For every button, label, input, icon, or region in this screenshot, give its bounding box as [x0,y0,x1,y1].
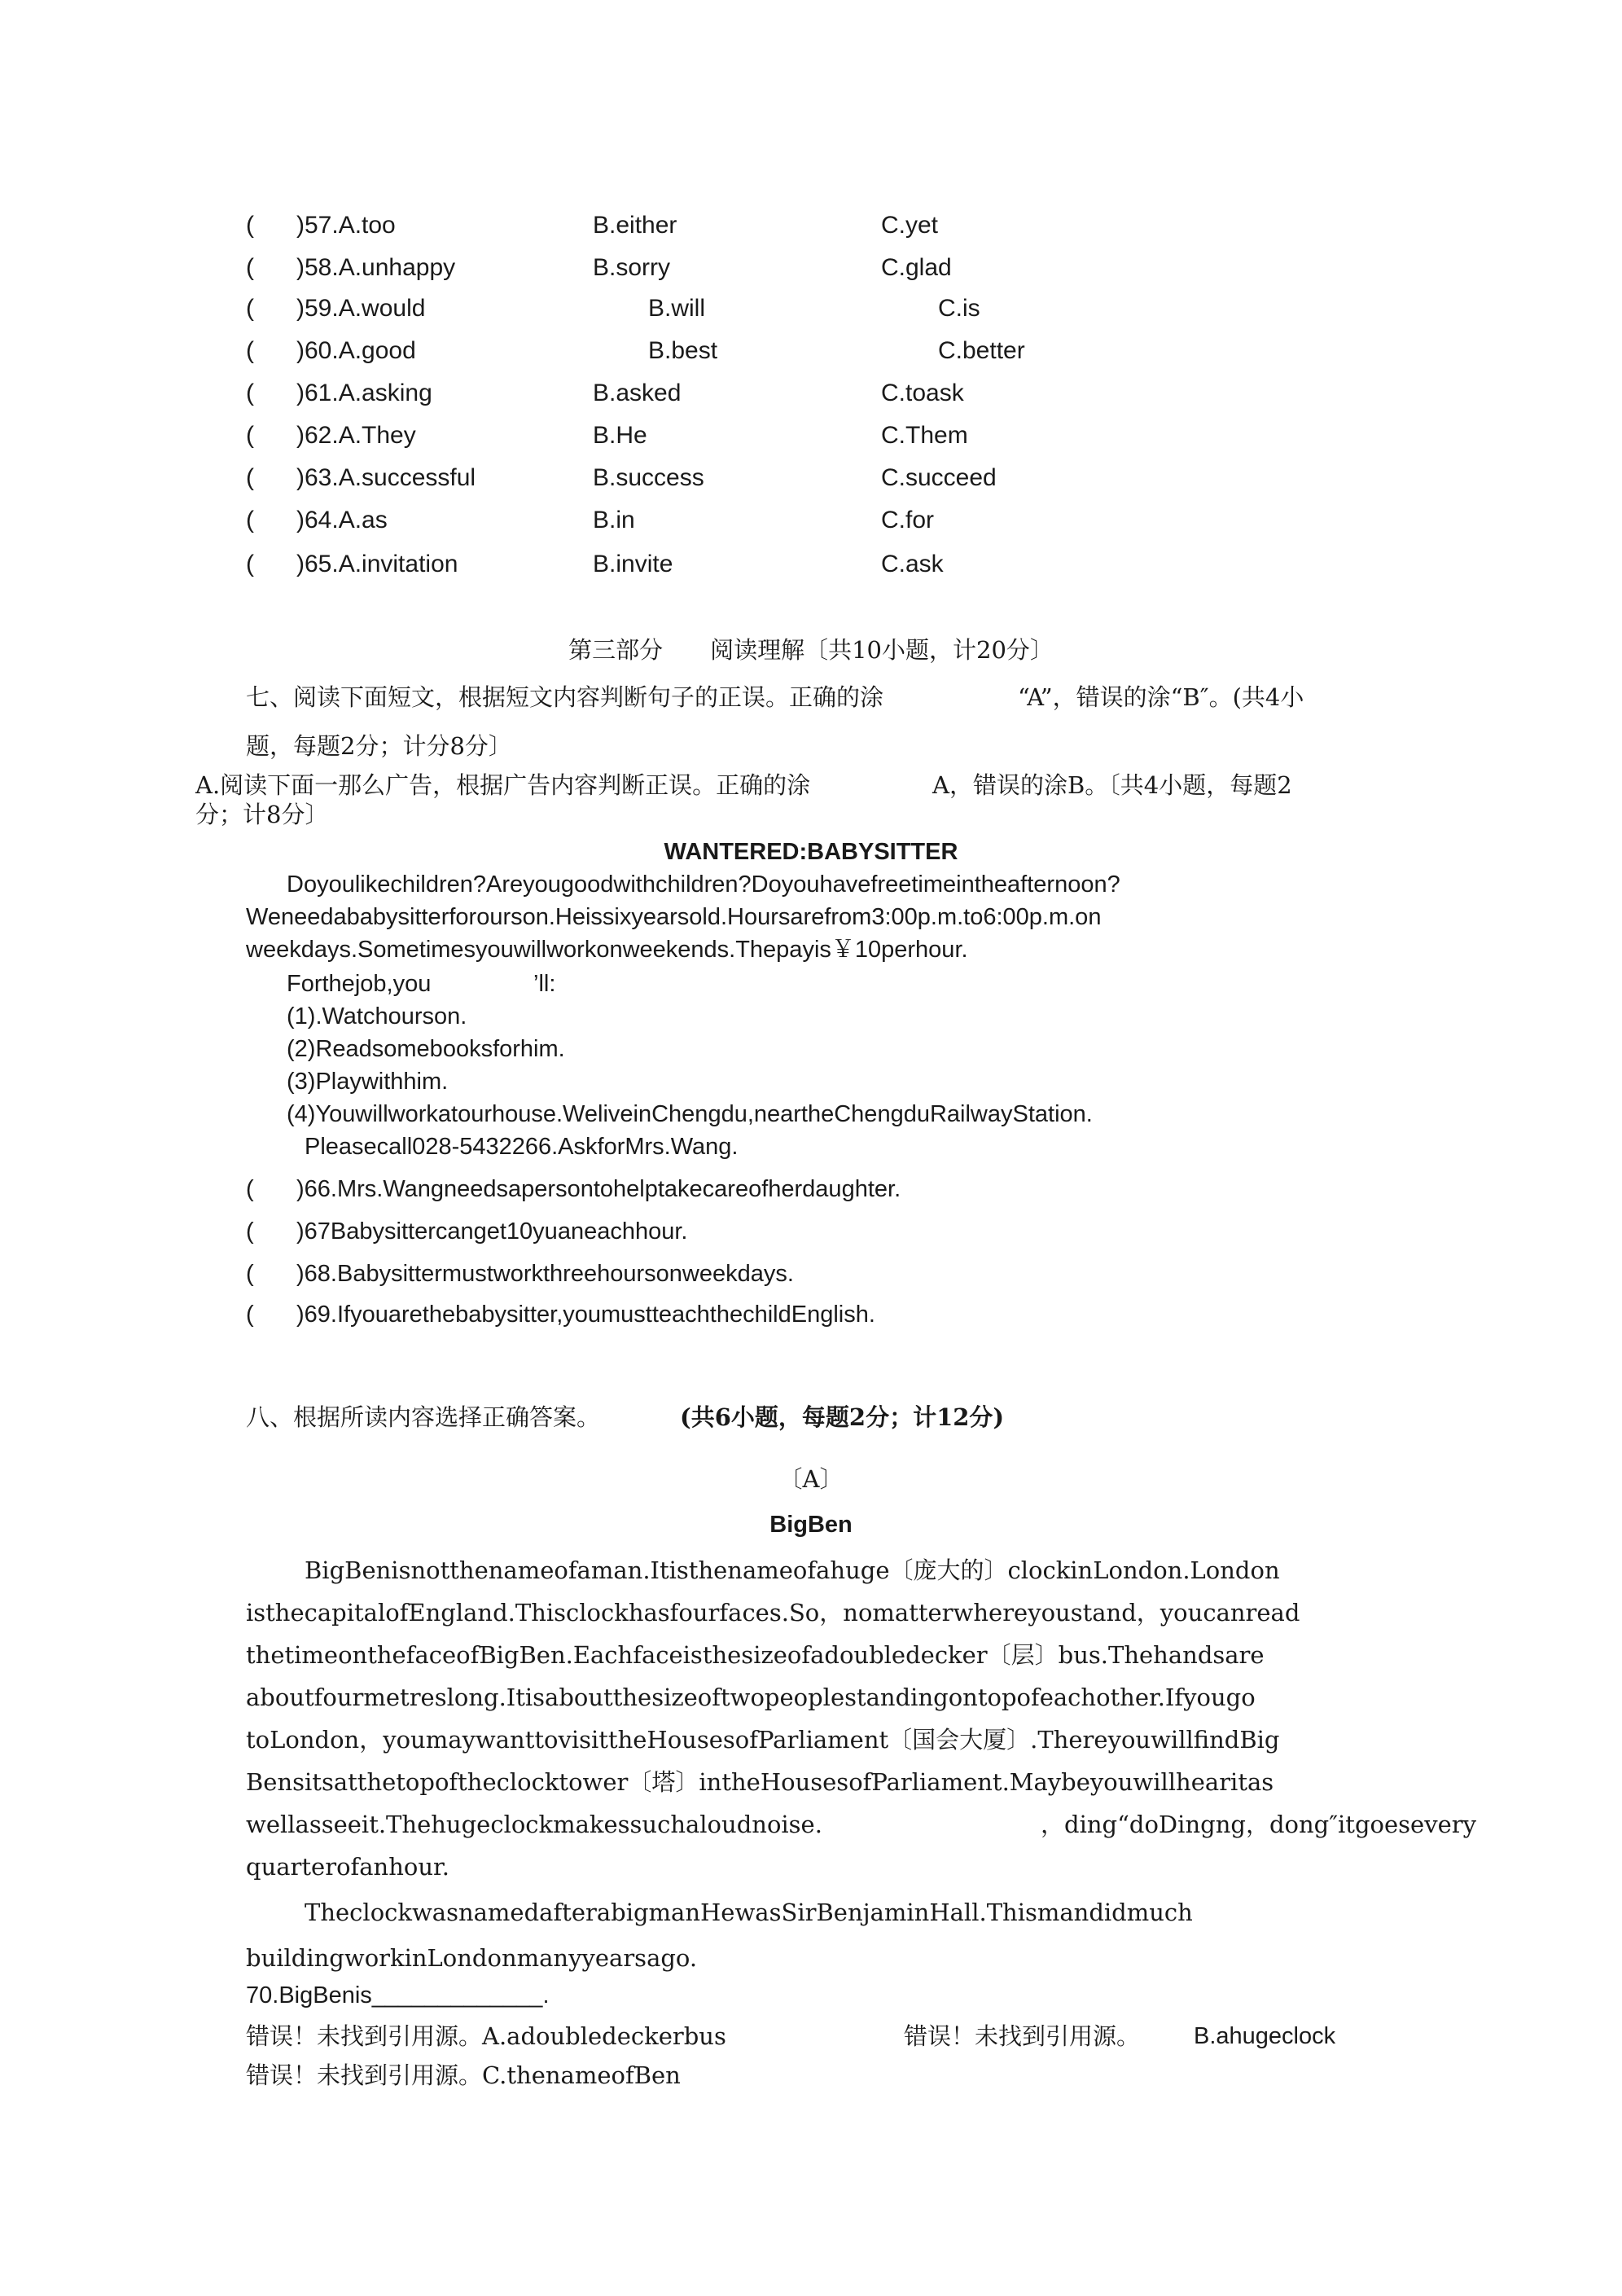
passage-line-5: toLondon，youmaywanttovisittheHousesofParliament〔国会大厦〕.ThereyouwillfindBig [246,1726,1280,1754]
mc-option-c: C.Them [881,422,968,449]
passage-line-2: isthecapitalofEngland.Thisclockhasfourfaces.So，nomatterwhereyoustand，youcanread [246,1599,1300,1627]
ad-line-1: Doyoulikechildren?Areyougoodwithchildren?Doyouhavefreetimeintheafternoon? [287,871,1120,898]
mc-option-a: )60.A.good [296,337,416,364]
tf-question: )68.Babysittermustworkthreehoursonweekdays. [296,1261,794,1287]
ad-line-2: Weneedababysitterforourson.Heissixyearsold.Hoursarefrom3:00p.m.to6:00p.m.on [246,904,1102,930]
mc-option-b: B.best [648,337,718,364]
mc-option-b: B.success [593,464,704,491]
q70-option-c-text: C.thenameofBen [482,2061,681,2089]
q70-error-ref-c: 错误！未找到引用源。 [246,2061,483,2089]
mc-option-a: )59.A.would [296,295,426,322]
mc-option-b: B.sorry [593,254,671,281]
mc-option-b: B.asked [593,380,682,406]
passage-line-8: quarterofanhour. [246,1853,449,1881]
answer-paren: ( [246,1261,254,1287]
q70-error-ref-a: 错误！未找到引用源。 [246,2022,483,2050]
answer-paren: ( [246,254,254,281]
ad-line-4b: ’ll: [533,971,556,997]
passage-label: 〔A〕 [778,1465,844,1493]
ad-item-3: (3)Playwithhim. [287,1069,449,1095]
sectionA-instruction-part1: A.阅读下面一那么广告，根据广告内容判断正误。正确的涂 [195,771,811,799]
mc-option-c: C.better [938,337,1025,364]
mc-option-c: C.glad [881,254,952,281]
q70-option-a-text: A.adoubledeckerbus [482,2022,726,2050]
answer-paren: ( [246,464,254,491]
mc-option-b: B.He [593,422,647,449]
passage-line-7b: ，ding“doDingng，dong″itgoesevery [1041,1811,1476,1838]
q70-option-a [246,2020,726,2052]
mc-option-c: C.toask [881,380,964,406]
part3-heading: 第三部分 阅读理解〔共10小题，计20分〕 [568,636,1054,664]
ad-item-2: (2)Readsomebooksforhim. [287,1036,565,1062]
mc-option-c: C.for [881,507,935,533]
passage-line-4: aboutfourmetreslong.Itisaboutthesizeoftwopeoplestandingontopofeachother.Ifyougo [246,1684,1256,1711]
section7-instruction-line2: 题，每题2分；计分8分〕 [246,732,512,760]
tf-question: )69.Ifyouarethebabysitter,youmustteachthechildEnglish. [296,1302,875,1328]
mc-option-c: C.yet [881,212,939,239]
mc-option-b: B.either [593,212,677,239]
answer-paren: ( [246,212,254,239]
mc-option-c: C.is [938,295,980,322]
sectionA-instruction-part2: A，错误的涂B。〔共4小题，每题2 [932,771,1292,799]
ad-title: WANTERED:BABYSITTER [664,839,958,865]
passage-line-3: thetimeonthefaceofBigBen.Eachfaceisthesizeofadoubledecker〔层〕bus.Thehandsare [246,1641,1265,1669]
answer-paren: ( [246,551,254,577]
passage-line-7a: wellasseeit.Thehugeclockmakessuchaloudnoise. [246,1811,822,1838]
mc-option-b: B.will [648,295,706,322]
answer-paren: ( [246,507,254,533]
ad-item-1: (1).Watchourson. [287,1003,467,1029]
passage-line-10: buildingworkinLondonmanyyearsago. [246,1944,698,1972]
mc-option-a: )62.A.They [296,422,416,449]
mc-option-a: )58.A.unhappy [296,254,456,281]
q70-stem: 70.BigBenis_____________. [246,1982,550,2008]
passage-title: BigBen [769,1512,853,1538]
section7-instruction-part1: 七、阅读下面短文，根据短文内容判断句子的正误。正确的涂 [246,683,884,711]
mc-option-c: C.succeed [881,464,997,491]
answer-paren: ( [246,380,254,406]
mc-option-b: B.invite [593,551,673,577]
mc-option-a: )64.A.as [296,507,388,533]
mc-option-b: B.in [593,507,635,533]
ad-contact: Pleasecall028-5432266.AskforMrs.Wang. [305,1134,739,1160]
passage-line-6: Bensitsatthetopoftheclocktower〔塔〕intheHousesofParliament.Maybeyouwillhearitas [246,1768,1274,1796]
ad-line-4a: Forthejob,you [287,971,432,997]
section8-instruction-part1: 八、根据所读内容选择正确答案。 [246,1403,601,1431]
q70-option-b: B.ahugeclock [1194,2023,1336,2049]
answer-paren: ( [246,295,254,322]
tf-question: )67Babysittercanget10yuaneachhour. [296,1218,688,1245]
ad-line-3: weekdays.Sometimesyouwillworkonweekends.Thepayis￥10perhour. [246,937,968,963]
section8-instruction-part2: (共6小题，每题2分；计12分) [680,1403,1005,1431]
tf-question: )66.Mrs.Wangneedsapersontohelptakecareofherdaughter. [296,1176,901,1202]
ad-item-4: (4)Youwillworkatourhouse.WeliveinChengdu,neartheChengduRailwayStation. [287,1101,1093,1127]
q70-option-c [246,2059,681,2092]
mc-option-c: C.ask [881,551,944,577]
answer-paren: ( [246,337,254,364]
mc-option-a: )65.A.invitation [296,551,458,577]
mc-option-a: )63.A.successful [296,464,476,491]
passage-line-1: BigBenisnotthenameofaman.Itisthenameofahuge〔庞大的〕clockinLondon.London [305,1556,1280,1584]
answer-paren: ( [246,1218,254,1245]
passage-line-9: TheclockwasnamedafterabigmanHewasSirBenjaminHall.Thismandidmuch [305,1899,1193,1926]
q70-error-ref-b: 错误！未找到引用源。 [904,2022,1141,2050]
sectionA-instruction-line2: 分；计8分〕 [195,801,329,828]
mc-option-a: )57.A.too [296,212,396,239]
section7-instruction-part2: “A”，错误的涂“B″。(共4小 [1018,683,1304,711]
answer-paren: ( [246,1176,254,1202]
answer-paren: ( [246,422,254,449]
mc-option-a: )61.A.asking [296,380,432,406]
answer-paren: ( [246,1302,254,1328]
